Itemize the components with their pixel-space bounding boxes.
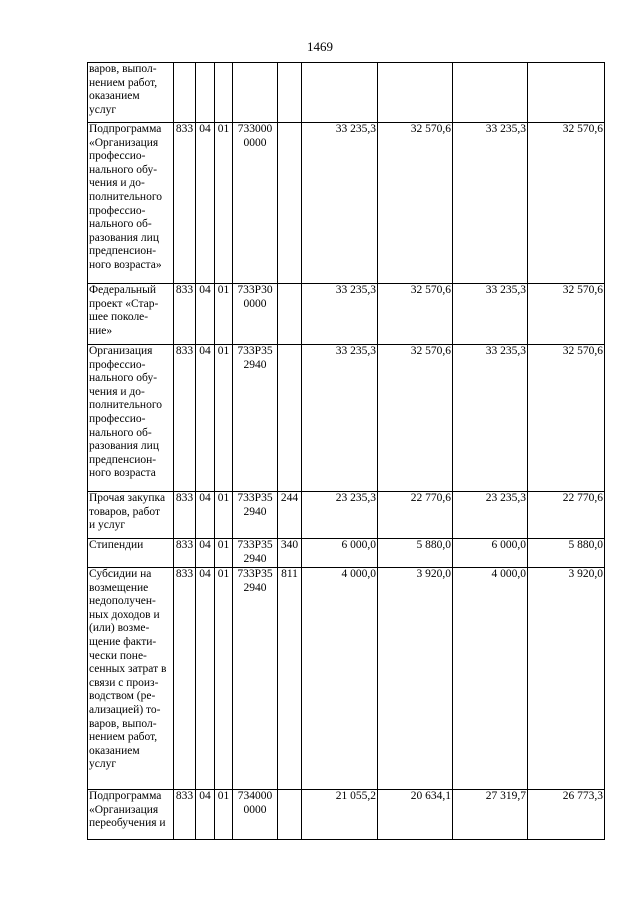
section-code bbox=[196, 63, 215, 123]
row-name: Субсидии на возмещение недополучен- ных доходов и (или) возме- щение факти- чески поне- сенных затрат в связи с произ- водством (ре- ализацией) то- варов, выпол- нением работ, оказанием услуг bbox=[88, 568, 174, 790]
amount-col-1: 6 000,0 bbox=[302, 539, 378, 568]
section-code: 04 bbox=[196, 492, 215, 539]
subsection-code: 01 bbox=[215, 492, 233, 539]
row-name: Стипендии bbox=[88, 539, 174, 568]
amount-col-4: 32 570,6 bbox=[528, 123, 605, 284]
amount-col-4: 32 570,6 bbox=[528, 345, 605, 492]
subsection-code: 01 bbox=[215, 123, 233, 284]
expense-type-code bbox=[278, 123, 302, 284]
table-row bbox=[88, 568, 605, 790]
section-code: 04 bbox=[196, 284, 215, 345]
ministry-code: 833 bbox=[174, 790, 196, 840]
table-row bbox=[88, 492, 605, 539]
amount-col-4: 22 770,6 bbox=[528, 492, 605, 539]
section-code: 04 bbox=[196, 790, 215, 840]
section-code: 04 bbox=[196, 345, 215, 492]
amount-col-2: 22 770,6 bbox=[378, 492, 453, 539]
section-code: 04 bbox=[196, 539, 215, 568]
amount-col-4 bbox=[528, 63, 605, 123]
table-body bbox=[88, 63, 605, 840]
amount-col-1: 21 055,2 bbox=[302, 790, 378, 840]
amount-col-3 bbox=[453, 63, 528, 123]
expense-type-code: 811 bbox=[278, 568, 302, 790]
amount-col-4: 26 773,3 bbox=[528, 790, 605, 840]
expense-type-code: 340 bbox=[278, 539, 302, 568]
amount-col-4: 5 880,0 bbox=[528, 539, 605, 568]
table-row bbox=[88, 63, 605, 123]
target-article-code: 733P35 2940 bbox=[233, 539, 278, 568]
table-row bbox=[88, 123, 605, 284]
budget-table bbox=[87, 62, 605, 840]
target-article-code: 733P35 2940 bbox=[233, 345, 278, 492]
subsection-code: 01 bbox=[215, 284, 233, 345]
expense-type-code bbox=[278, 790, 302, 840]
amount-col-3: 6 000,0 bbox=[453, 539, 528, 568]
amount-col-3: 33 235,3 bbox=[453, 284, 528, 345]
target-article-code: 733000 0000 bbox=[233, 123, 278, 284]
ministry-code: 833 bbox=[174, 492, 196, 539]
amount-col-3: 33 235,3 bbox=[453, 123, 528, 284]
row-name: Федеральный проект «Стар- шее поколе- ние» bbox=[88, 284, 174, 345]
table-row bbox=[88, 345, 605, 492]
subsection-code: 01 bbox=[215, 790, 233, 840]
section-code: 04 bbox=[196, 568, 215, 790]
amount-col-2: 32 570,6 bbox=[378, 345, 453, 492]
amount-col-1: 33 235,3 bbox=[302, 284, 378, 345]
amount-col-1: 33 235,3 bbox=[302, 123, 378, 284]
expense-type-code: 244 bbox=[278, 492, 302, 539]
row-name: Организация профессио- нального обу- чения и до- полнительного профессио- нального об- разования лиц предпенсион- ного возраста bbox=[88, 345, 174, 492]
amount-col-4: 32 570,6 bbox=[528, 284, 605, 345]
subsection-code bbox=[215, 63, 233, 123]
amount-col-2: 32 570,6 bbox=[378, 284, 453, 345]
subsection-code: 01 bbox=[215, 568, 233, 790]
table-row bbox=[88, 539, 605, 568]
row-name: Подпрограмма «Организация переобучения и bbox=[88, 790, 174, 840]
amount-col-3: 27 319,7 bbox=[453, 790, 528, 840]
ministry-code: 833 bbox=[174, 539, 196, 568]
target-article-code: 733P35 2940 bbox=[233, 492, 278, 539]
row-name: варов, выпол- нением работ, оказанием услуг bbox=[88, 63, 174, 123]
amount-col-2: 5 880,0 bbox=[378, 539, 453, 568]
target-article-code bbox=[233, 63, 278, 123]
amount-col-2 bbox=[378, 63, 453, 123]
amount-col-1: 23 235,3 bbox=[302, 492, 378, 539]
ministry-code: 833 bbox=[174, 123, 196, 284]
ministry-code: 833 bbox=[174, 345, 196, 492]
subsection-code: 01 bbox=[215, 345, 233, 492]
ministry-code: 833 bbox=[174, 568, 196, 790]
ministry-code: 833 bbox=[174, 284, 196, 345]
amount-col-3: 4 000,0 bbox=[453, 568, 528, 790]
expense-type-code bbox=[278, 284, 302, 345]
table-row bbox=[88, 790, 605, 840]
subsection-code: 01 bbox=[215, 539, 233, 568]
row-name: Подпрограмма «Организация профессио- нального обу- чения и до- полнительного профессио- нального об- разования лиц предпенсион- ного возраста» bbox=[88, 123, 174, 284]
page-number: 1469 bbox=[307, 39, 333, 54]
expense-type-code bbox=[278, 345, 302, 492]
amount-col-1: 4 000,0 bbox=[302, 568, 378, 790]
target-article-code: 733P35 2940 bbox=[233, 568, 278, 790]
amount-col-1: 33 235,3 bbox=[302, 345, 378, 492]
amount-col-1 bbox=[302, 63, 378, 123]
amount-col-2: 3 920,0 bbox=[378, 568, 453, 790]
amount-col-2: 32 570,6 bbox=[378, 123, 453, 284]
target-article-code: 733P30 0000 bbox=[233, 284, 278, 345]
amount-col-3: 23 235,3 bbox=[453, 492, 528, 539]
row-name: Прочая закупка товаров, работ и услуг bbox=[88, 492, 174, 539]
ministry-code bbox=[174, 63, 196, 123]
target-article-code: 734000 0000 bbox=[233, 790, 278, 840]
table-row bbox=[88, 284, 605, 345]
expense-type-code bbox=[278, 63, 302, 123]
section-code: 04 bbox=[196, 123, 215, 284]
amount-col-2: 20 634,1 bbox=[378, 790, 453, 840]
amount-col-4: 3 920,0 bbox=[528, 568, 605, 790]
amount-col-3: 33 235,3 bbox=[453, 345, 528, 492]
